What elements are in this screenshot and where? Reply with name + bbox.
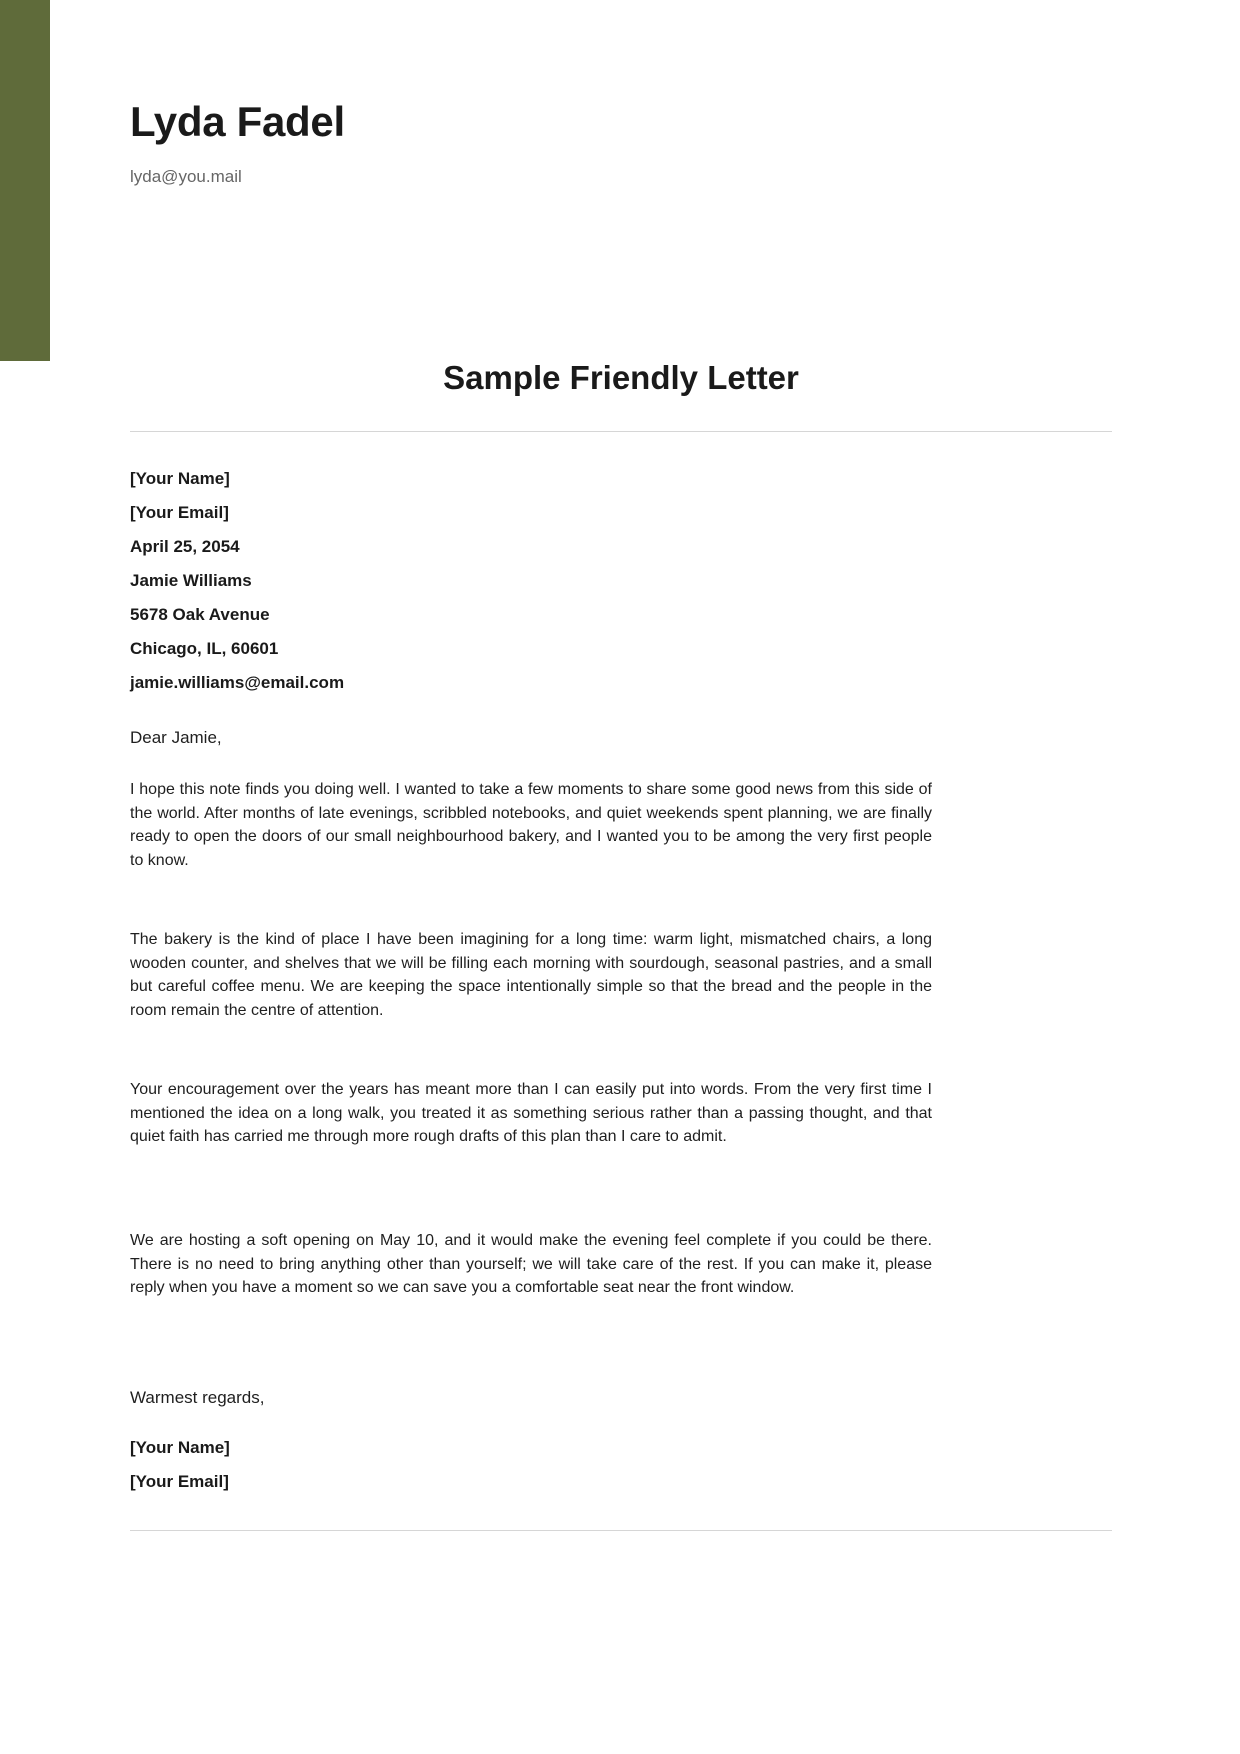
- top-divider: [130, 431, 1112, 432]
- page-title: Sample Friendly Letter: [443, 359, 799, 396]
- header-your-email: [Your Email]: [130, 503, 229, 522]
- signature-name: [Your Name]: [130, 1438, 230, 1457]
- body-paragraph-3: Your encouragement over the years has meant more than I can easily put into words. From the very first time I mentioned the idea on a long walk, you treated it as something serious rather than a passing thought, and that quiet faith has carried me through more rough drafts of this plan than I care to admit.: [130, 1081, 932, 1145]
- accent-bar: [0, 0, 50, 361]
- recipient-name: Jamie Williams: [130, 571, 252, 590]
- bottom-divider: [130, 1530, 1112, 1531]
- recipient-city: Chicago, IL, 60601: [130, 639, 279, 658]
- header-your-name: [Your Name]: [130, 469, 230, 488]
- sender-name: Lyda Fadel: [130, 98, 345, 145]
- letter-date: April 25, 2054: [130, 537, 240, 556]
- body-paragraph-4: We are hosting a soft opening on May 10, and it would make the evening feel complete if you could be there. There is no need to bring anything other than yourself; we will take care of the rest. If you can make it, please reply when you have a moment so we can save you a comfortable seat near the front window.: [130, 1232, 932, 1296]
- sender-email: lyda@you.mail: [130, 167, 242, 186]
- recipient-street: 5678 Oak Avenue: [130, 605, 270, 624]
- closing: Warmest regards,: [130, 1388, 265, 1407]
- body-paragraph-2: The bakery is the kind of place I have been imagining for a long time: warm light, mismatched chairs, a long wooden counter, and shelves that we will be filling each morning with sourdough, seasonal pastries, and a small but careful coffee menu. We are keeping the space intentionally simple so that the bread and the people in the room remain the centre of attention.: [130, 931, 932, 1019]
- recipient-email: jamie.williams@email.com: [130, 673, 345, 692]
- body-paragraph-1: I hope this note finds you doing well. I wanted to take a few moments to share some good news from this side of the world. After months of late evenings, scribbled notebooks, and quiet weekends spent planning, we are finally ready to open the doors of our small neighbourhood bakery, and I wanted you to be among the very first people to know.: [130, 781, 932, 869]
- signature-email: [Your Email]: [130, 1472, 229, 1491]
- salutation: Dear Jamie,: [130, 728, 222, 747]
